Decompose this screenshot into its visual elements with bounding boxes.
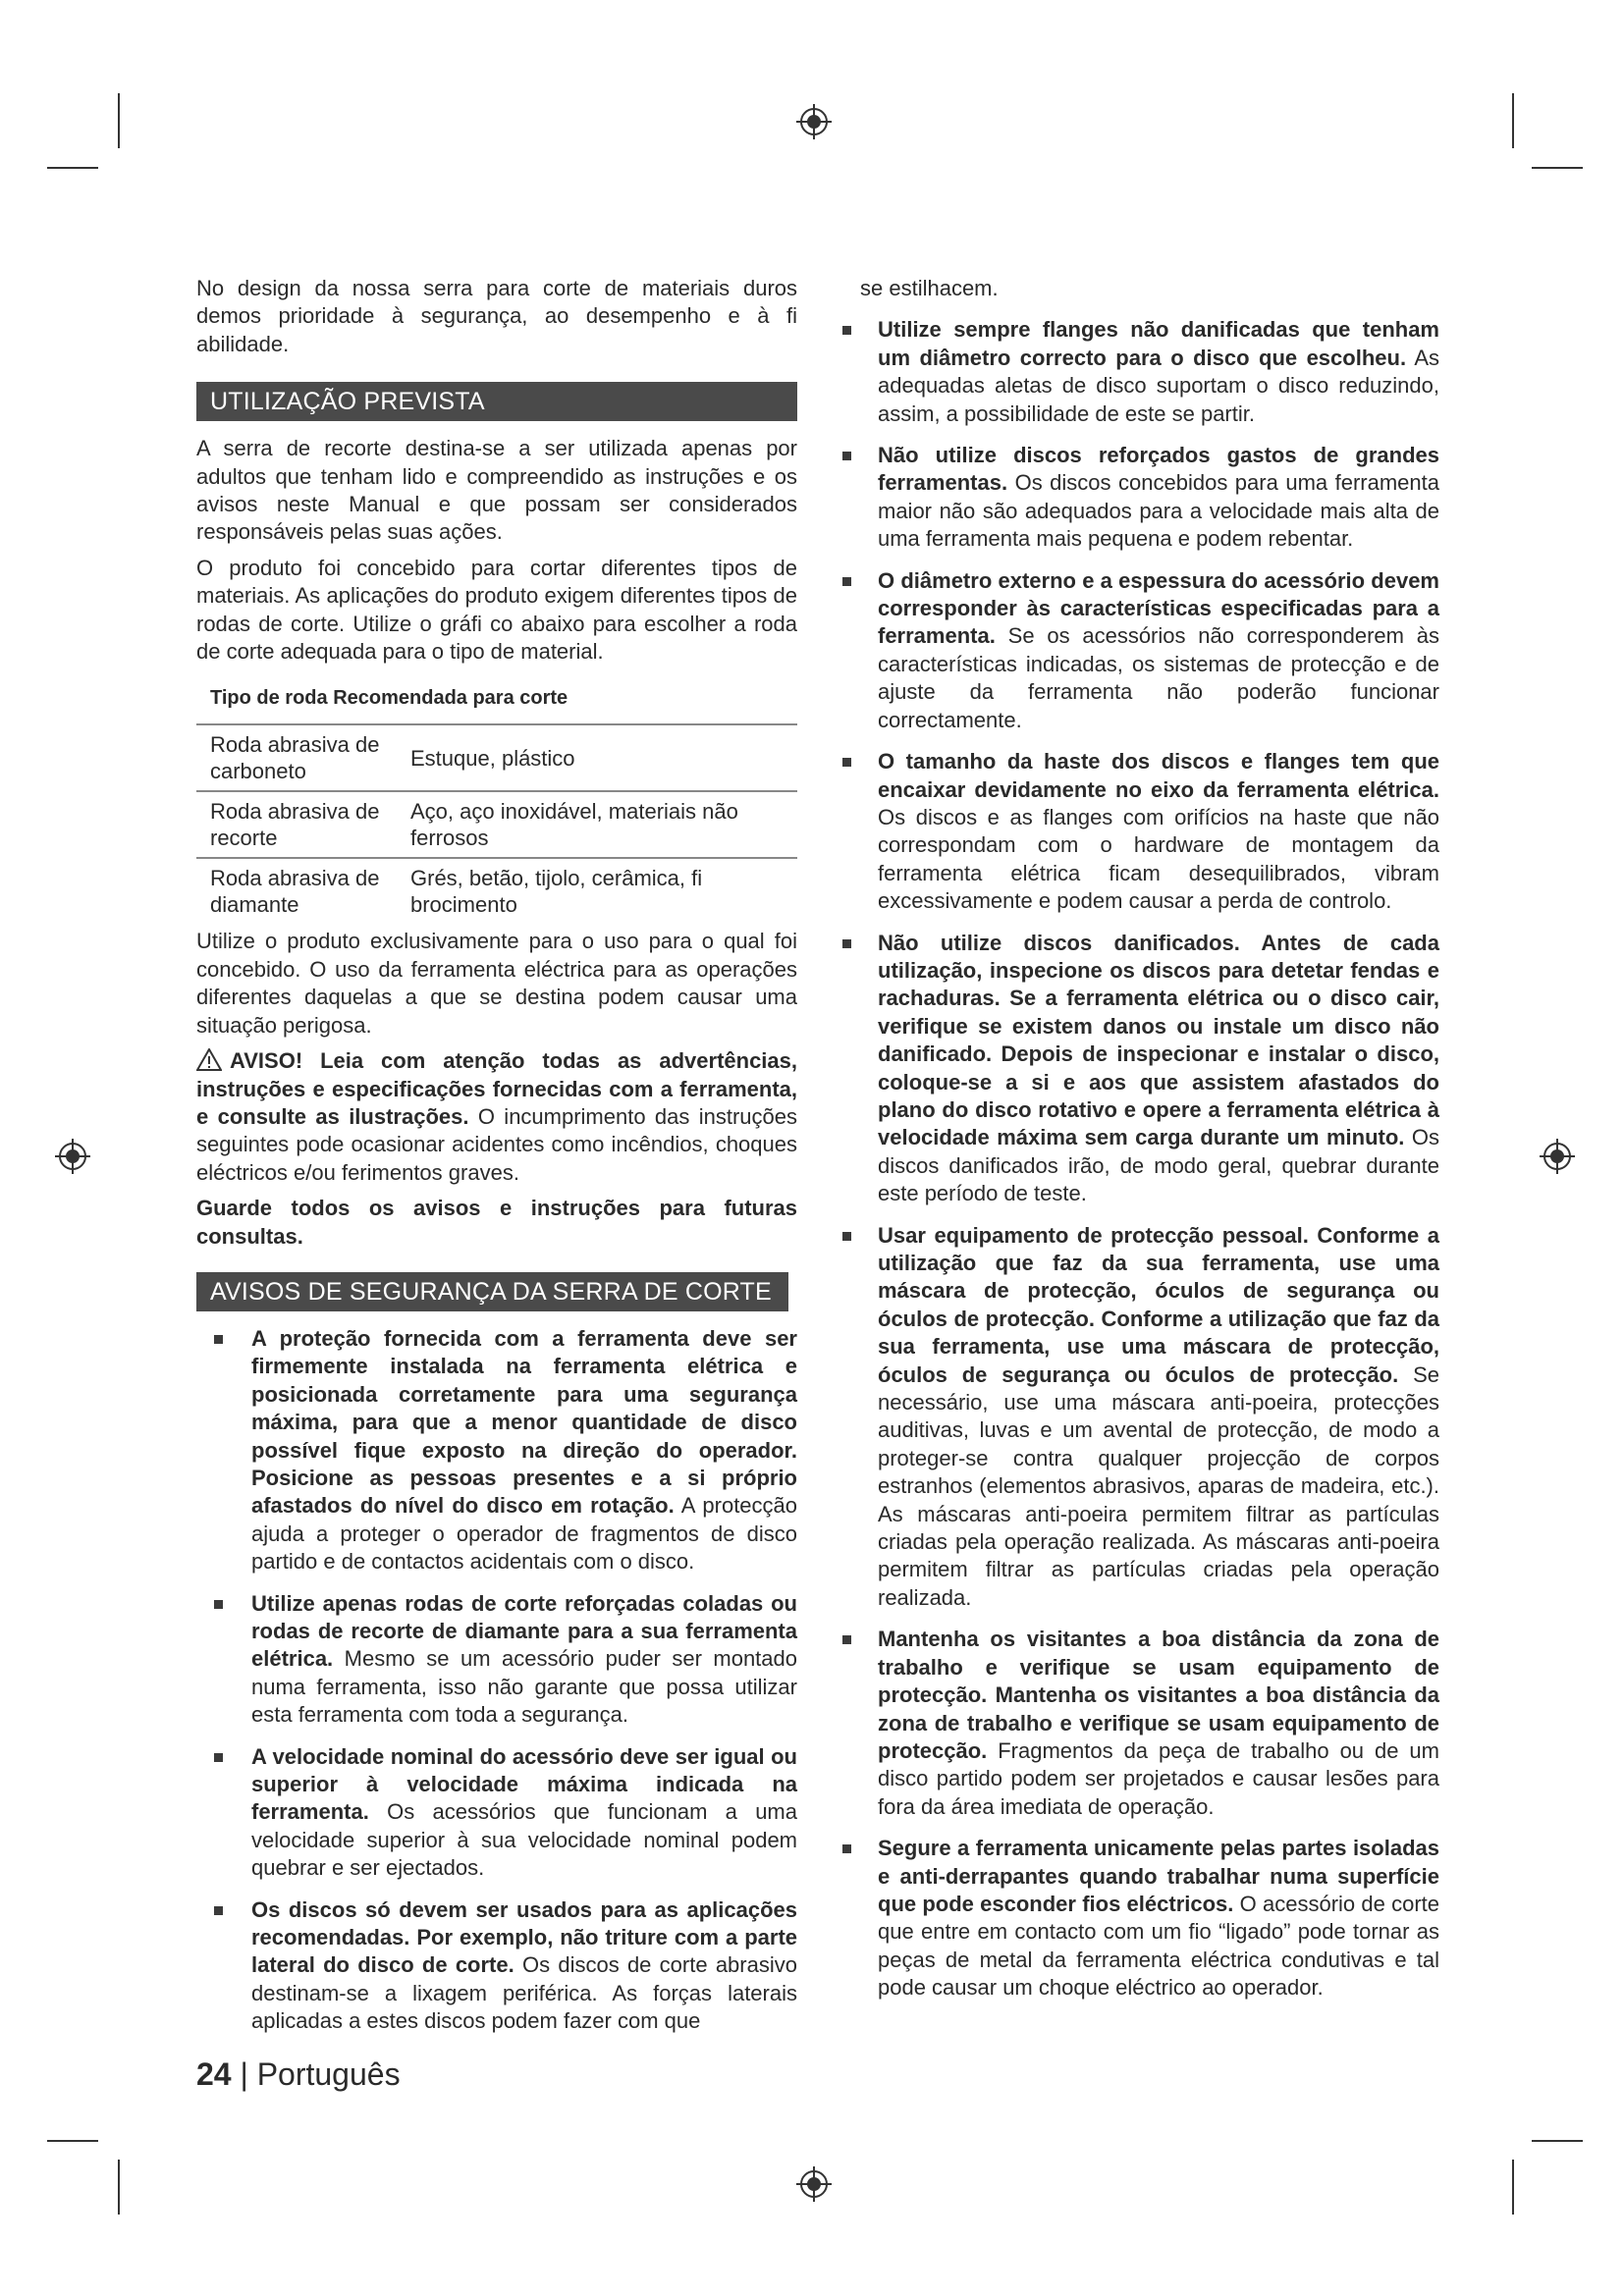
safety-list: [860, 316, 1439, 2002]
list-item: [214, 1325, 797, 1576]
table-cell-wheel: Roda abrasiva de diamante: [210, 866, 380, 918]
list-item-text: Os acessórios que funcionam a uma velocidade superior à sua velocidade nominal podem quebrar e ser ejectados.: [251, 1799, 797, 1881]
table-cell-use: Aço, aço inoxidável, materiais não ferrosos: [410, 799, 738, 851]
list-item-bold: Os discos só devem ser usados para as aplicações recomendadas. Por exemplo, não triture com a parte lateral do disco de corte.: [251, 1896, 797, 1978]
list-item-bold: Segure a ferramenta unicamente pelas partes isoladas e anti-derrapantes quando trabalhar numa superfície que pode esconder fios eléctricos.: [878, 1836, 1439, 1916]
list-item-bold: Mantenha os visitantes a boa distância da zona de trabalho e verifique se usam equipamento de protecção. Mantenha os visitantes a boa distância da zona de trabalho e verifique se usam equipamento de protecção.: [878, 1627, 1439, 1763]
crop-mark: [118, 93, 120, 148]
list-item-text: O acessório de corte que entre em contacto com um fio “ligado” pode tornar as peças de metal da ferramenta eléctrica condutivas e tal pode causar um choque eléctrico ao operador.: [878, 1891, 1439, 2001]
warning-paragraph: [196, 1047, 797, 1187]
footer-language: Português: [256, 2056, 401, 2092]
list-item-bold: Utilize apenas rodas de corte reforçadas coladas ou rodas de recorte de diamante para a sua ferramenta elétrica.: [251, 1590, 797, 1672]
right-column: [860, 275, 1439, 2002]
list-item: [860, 442, 1439, 554]
warning-bold: AVISO! Leia com atenção todas as advertências, instruções e especificações fornecidas com a ferramenta, e consulte as ilustrações.: [196, 1048, 797, 1129]
list-item: [860, 1626, 1439, 1821]
table-cell-wheel: Roda abrasiva de carboneto: [210, 732, 380, 784]
footer-separator: |: [240, 2056, 248, 2092]
warning-text: O incumprimento das instruções seguintes pode ocasionar acidentes como incêndios, choques eléctricos e/ou ferimentos graves.: [196, 1103, 798, 1185]
list-item-bold: Usar equipamento de protecção pessoal. Conforme a utilização que faz da sua ferramenta, use uma máscara de protecção, óculos de segurança ou óculos de protecção. Conforme a utilização que faz da sua ferramenta, use uma máscara de protecção, óculos de segurança ou óculos de protecção.: [878, 1222, 1439, 1387]
list-item-text: A protecção ajuda a proteger o operador de fragmentos de disco partido e de contactos acidentais com o disco.: [251, 1493, 798, 1575]
list-item-text: Os discos concebidos para uma ferramenta maior não são adequados para a velocidade mais alta de uma ferramenta mais pequena e podem rebentar.: [878, 470, 1439, 552]
list-item-text: Os discos danificados irão, de modo geral, quebrar durante este período de teste.: [878, 1125, 1439, 1206]
continuation-text: se estilhacem.: [860, 276, 999, 300]
list-item: [860, 930, 1439, 1208]
bullet-square-icon: [842, 1635, 851, 1644]
bullet-square-icon: [214, 1906, 223, 1915]
paragraph: O produto foi concebido para cortar diferentes tipos de materiais. As aplicações do produto exigem diferentes tipos de rodas de corte. Utilize o gráfi co abaixo para escolher a roda de corte adequada para o tipo de material.: [196, 555, 797, 665]
table-cell-use: Estuque, plástico: [410, 746, 575, 772]
list-item: [214, 1743, 797, 1883]
list-item: [860, 748, 1439, 915]
crop-mark: [1512, 93, 1514, 148]
list-item-text: Se necessário, use uma máscara anti-poeira, protecções auditivas, luvas e um avental de protecção, de modo a proteger-se contra qualquer projecção de corpos estranhos (elementos abrasivos, aparas de madeira, etc.). As máscaras anti-poeira permitem filtrar as partículas criadas pela operação realizada. As máscaras anti-poeira permitem filtrar as partículas criadas pela operação realizada.: [878, 1362, 1439, 1610]
crop-mark: [1512, 2160, 1514, 2215]
table-cell-wheel: Roda abrasiva de recorte: [210, 799, 380, 851]
list-item: [860, 1835, 1439, 2002]
bullet-square-icon: [214, 1753, 223, 1762]
list-item-bold: A proteção fornecida com a ferramenta deve ser firmemente instalada na ferramenta elétrica e posicionada corretamente para uma segurança máxima, para que a menor quantidade de disco possível fique exposto na direção do operador. Posicione as pessoas presentes e a si próprio afastados do nível do disco em rotação.: [251, 1325, 797, 1519]
left-column: [196, 275, 797, 2036]
bullet-square-icon: [842, 577, 851, 586]
crop-mark: [1532, 2140, 1583, 2142]
list-item-bold: O tamanho da haste dos discos e flanges tem que encaixar devidamente no eixo da ferramenta elétrica.: [878, 749, 1439, 802]
paragraph: Utilize o produto exclusivamente para o uso para o qual foi concebido. O uso da ferramenta eléctrica para as operações diferentes daquelas a que se destina podem causar uma situação perigosa.: [196, 929, 797, 1038]
bullet-square-icon: [842, 452, 851, 460]
paragraph: A serra de recorte destina-se a ser utilizada apenas por adultos que tenham lido e compreendido as instruções e os avisos neste Manual e que possam ser considerados responsáveis pelas suas ações.: [196, 436, 797, 545]
bullet-square-icon: [842, 1844, 851, 1853]
list-item: [860, 567, 1439, 734]
bullet-square-icon: [842, 1232, 851, 1241]
list-item-bold: Não utilize discos danificados. Antes de cada utilização, inspecione os discos para detetar fendas e rachaduras. Se a ferramenta elétrica ou o disco cair, verifique se existem danos ou instale um disco não danificado. Depois de inspecionar e instalar o disco, coloque-se a si e aos que assistem afastados do plano do disco rotativo e opere a ferramenta elétrica à velocidade máxima sem carga durante um minuto.: [878, 930, 1439, 1150]
keep-instructions: Guarde todos os avisos e instruções para futuras consultas.: [196, 1196, 797, 1249]
bullet-square-icon: [214, 1335, 223, 1344]
list-item-text: As adequadas aletas de disco suportam o disco reduzindo, assim, a possibilidade de este se partir.: [878, 345, 1439, 426]
registration-mark-icon: [794, 102, 834, 141]
list-item-text: Os discos de corte abrasivo destinam-se a lixagem periférica. As forças laterais aplicadas a estes discos podem fazer com que: [251, 1952, 797, 2034]
warning-triangle-icon: [196, 1048, 222, 1071]
list-item-text: Fragmentos da peça de trabalho ou de um disco partido podem ser projetados e causar lesões para fora da área imediata de operação.: [878, 1737, 1439, 1819]
list-item: [860, 316, 1439, 428]
registration-mark-icon: [794, 2164, 834, 2204]
list-item: [860, 1222, 1439, 1613]
safety-list: [196, 1325, 797, 2036]
table-cell-use: Grés, betão, tijolo, cerâmica, fi brocimento: [410, 866, 703, 918]
list-item: [214, 1896, 797, 2036]
list-item-bold: Não utilize discos reforçados gastos de grandes ferramentas.: [878, 443, 1439, 496]
section-heading-utilizacao: UTILIZAÇÃO PREVISTA: [196, 382, 797, 421]
list-item-bold: Utilize sempre flanges não danificadas que tenham um diâmetro correcto para o disco que escolheu.: [878, 317, 1439, 370]
list-item: [214, 1590, 797, 1730]
list-item-bold: O diâmetro externo e a espessura do acessório devem corresponder às características especificadas para a ferramenta.: [878, 567, 1439, 649]
bullet-square-icon: [214, 1600, 223, 1609]
list-item-text: Se os acessórios não corresponderem às características indicadas, os sistemas de protecção e de ajuste da ferramenta não poderão funcionar correctamente.: [878, 623, 1439, 732]
list-item-bold: A velocidade nominal do acessório deve ser igual ou superior à velocidade máxima indicada na ferramenta.: [251, 1743, 797, 1825]
wheel-table: [196, 723, 797, 924]
intro-paragraph: No design da nossa serra para corte de materiais duros demos prioridade à segurança, ao desempenho e à fi abilidade.: [196, 276, 797, 356]
bullet-square-icon: [842, 758, 851, 767]
crop-mark: [118, 2160, 120, 2215]
table-caption: Tipo de roda Recomendada para corte: [210, 687, 568, 710]
list-item-text: Os discos e as flanges com orifícios na haste que não correspondam com o hardware de montagem da ferramenta elétrica ficam desequilibrados, vibram excessivamente e podem causar a perda de controlo.: [878, 804, 1439, 914]
bullet-square-icon: [842, 326, 851, 335]
registration-mark-icon: [1538, 1137, 1577, 1176]
crop-mark: [47, 2140, 98, 2142]
crop-mark: [47, 167, 98, 169]
table-row: [196, 858, 797, 924]
page-number: 24: [196, 2056, 232, 2092]
crop-mark: [1532, 167, 1583, 169]
list-item-text: Mesmo se um acessório puder ser montado numa ferramenta, isso não garante que possa utilizar esta ferramenta com toda a segurança.: [251, 1646, 797, 1728]
table-row: [196, 791, 797, 858]
section-heading-avisos: AVISOS DE SEGURANÇA DA SERRA DE CORTE: [196, 1272, 788, 1311]
table-row: [196, 724, 797, 791]
registration-mark-icon: [53, 1137, 92, 1176]
bullet-square-icon: [842, 939, 851, 948]
page-footer: [196, 2056, 401, 2093]
